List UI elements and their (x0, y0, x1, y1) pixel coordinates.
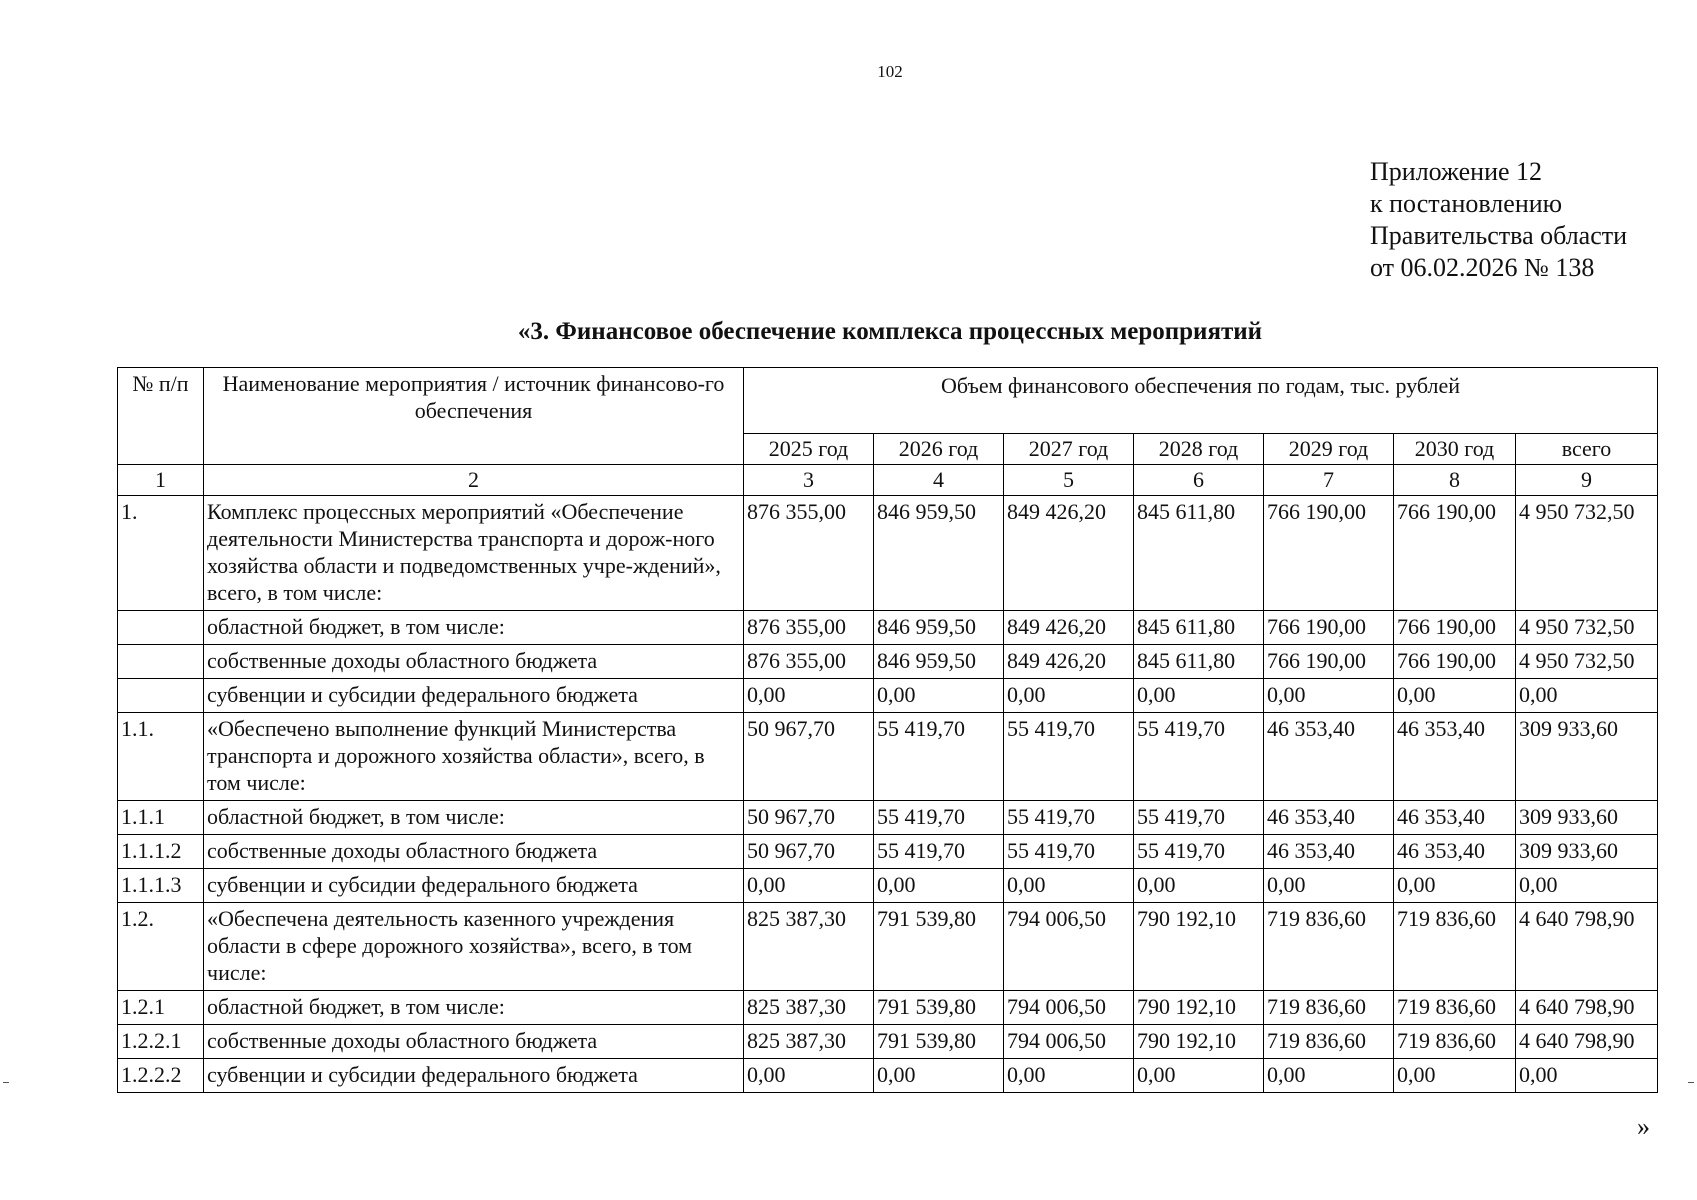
row-number (118, 679, 204, 713)
column-number: 2 (204, 465, 744, 496)
row-year-value: 0,00 (874, 679, 1004, 713)
row-year-value: 0,00 (1394, 679, 1516, 713)
row-total-value: 309 933,60 (1516, 713, 1658, 801)
row-year-value: 46 353,40 (1264, 835, 1394, 869)
row-number (118, 611, 204, 645)
row-year-value: 0,00 (1004, 679, 1134, 713)
row-year-value: 845 611,80 (1134, 611, 1264, 645)
row-name: областной бюджет, в том числе: (204, 801, 744, 835)
row-year-value: 876 355,00 (744, 645, 874, 679)
row-year-value: 55 419,70 (1134, 835, 1264, 869)
row-year-value: 55 419,70 (1134, 801, 1264, 835)
row-year-value: 0,00 (1004, 869, 1134, 903)
row-year-value: 0,00 (874, 869, 1004, 903)
row-year-value: 794 006,50 (1004, 903, 1134, 991)
row-year-value: 50 967,70 (744, 801, 874, 835)
column-number: 5 (1004, 465, 1134, 496)
row-total-value: 4 640 798,90 (1516, 991, 1658, 1025)
row-total-value: 4 640 798,90 (1516, 903, 1658, 991)
row-total-value: 0,00 (1516, 1059, 1658, 1093)
row-name: субвенции и субсидии федерального бюджета (204, 869, 744, 903)
table-row (118, 869, 1658, 903)
row-number: 1.1.1.2 (118, 835, 204, 869)
closing-quote: » (1637, 1112, 1650, 1141)
row-year-value: 876 355,00 (744, 496, 874, 611)
column-number: 7 (1264, 465, 1394, 496)
row-year-value: 55 419,70 (1134, 713, 1264, 801)
table-row (118, 801, 1658, 835)
row-number: 1.1. (118, 713, 204, 801)
row-number: 1.2.1 (118, 991, 204, 1025)
row-year-value: 55 419,70 (874, 801, 1004, 835)
document-title: «3. Финансовое обеспечение комплекса процессных мероприятий (517, 318, 1263, 345)
row-year-value: 55 419,70 (1004, 713, 1134, 801)
table-row (118, 903, 1658, 991)
row-year-value: 849 426,20 (1004, 496, 1134, 611)
row-year-value: 766 190,00 (1394, 496, 1516, 611)
row-year-value: 825 387,30 (744, 903, 874, 991)
header-year: 2027 год (1004, 434, 1134, 465)
header-no: № п/п (118, 368, 204, 465)
row-year-value: 794 006,50 (1004, 991, 1134, 1025)
row-year-value: 0,00 (1134, 869, 1264, 903)
column-number: 8 (1394, 465, 1516, 496)
row-year-value: 790 192,10 (1134, 991, 1264, 1025)
scan-edge-mark (1688, 1082, 1694, 1083)
column-number: 6 (1134, 465, 1264, 496)
row-year-value: 55 419,70 (1004, 801, 1134, 835)
header-year: 2028 год (1134, 434, 1264, 465)
row-total-value: 4 640 798,90 (1516, 1025, 1658, 1059)
row-number: 1.1.1 (118, 801, 204, 835)
row-year-value: 791 539,80 (874, 1025, 1004, 1059)
row-year-value: 46 353,40 (1394, 713, 1516, 801)
row-year-value: 766 190,00 (1264, 645, 1394, 679)
table-row (118, 611, 1658, 645)
row-year-value: 46 353,40 (1394, 835, 1516, 869)
header-year: 2025 год (744, 434, 874, 465)
row-number: 1.1.1.3 (118, 869, 204, 903)
header-year: 2026 год (874, 434, 1004, 465)
page-number: 102 (877, 62, 903, 81)
appendix-line: Правительства области (1370, 221, 1628, 250)
row-name: собственные доходы областного бюджета (204, 645, 744, 679)
row-year-value: 0,00 (874, 1059, 1004, 1093)
column-number: 9 (1516, 465, 1658, 496)
row-year-value: 791 539,80 (874, 991, 1004, 1025)
column-numbers-row (118, 465, 1658, 496)
row-year-value: 50 967,70 (744, 835, 874, 869)
row-year-value: 846 959,50 (874, 611, 1004, 645)
row-year-value: 55 419,70 (874, 835, 1004, 869)
row-name: «Обеспечена деятельность казенного учреждения области в сфере дорожного хозяйства», всего, в том числе: (204, 903, 744, 991)
row-total-value: 4 950 732,50 (1516, 496, 1658, 611)
table-row (118, 1059, 1658, 1093)
row-year-value: 55 419,70 (1004, 835, 1134, 869)
header-total: всего (1516, 434, 1658, 465)
appendix-line: от 06.02.2026 № 138 (1370, 253, 1595, 282)
table-row (118, 645, 1658, 679)
row-year-value: 0,00 (1264, 1059, 1394, 1093)
row-year-value: 846 959,50 (874, 645, 1004, 679)
row-year-value: 0,00 (1264, 869, 1394, 903)
header-row (118, 368, 1658, 434)
row-year-value: 766 190,00 (1394, 645, 1516, 679)
row-year-value: 0,00 (1264, 679, 1394, 713)
header-name: Наименование мероприятия / источник финансово-го обеспечения (204, 368, 744, 465)
row-year-value: 0,00 (744, 679, 874, 713)
table-row (118, 1025, 1658, 1059)
row-total-value: 0,00 (1516, 869, 1658, 903)
column-number: 4 (874, 465, 1004, 496)
row-name: Комплекс процессных мероприятий «Обеспечение деятельности Министерства транспорта и дорож-ного хозяйства области и подведомственных учре-ждений», всего, в том числе: (204, 496, 744, 611)
row-year-value: 766 190,00 (1264, 496, 1394, 611)
row-year-value: 790 192,10 (1134, 903, 1264, 991)
row-total-value: 309 933,60 (1516, 835, 1658, 869)
row-year-value: 876 355,00 (744, 611, 874, 645)
row-year-value: 0,00 (744, 869, 874, 903)
row-year-value: 790 192,10 (1134, 1025, 1264, 1059)
row-number: 1. (118, 496, 204, 611)
row-name: областной бюджет, в том числе: (204, 611, 744, 645)
row-year-value: 50 967,70 (744, 713, 874, 801)
row-year-value: 719 836,60 (1394, 991, 1516, 1025)
row-name: «Обеспечено выполнение функций Министерства транспорта и дорожного хозяйства области», всего, в том числе: (204, 713, 744, 801)
header-year: 2029 год (1264, 434, 1394, 465)
row-name: субвенции и субсидии федерального бюджета (204, 679, 744, 713)
row-year-value: 766 190,00 (1394, 611, 1516, 645)
row-year-value: 0,00 (1394, 1059, 1516, 1093)
row-name: областной бюджет, в том числе: (204, 991, 744, 1025)
row-year-value: 849 426,20 (1004, 645, 1134, 679)
row-total-value: 4 950 732,50 (1516, 611, 1658, 645)
row-year-value: 46 353,40 (1264, 801, 1394, 835)
row-total-value: 0,00 (1516, 679, 1658, 713)
row-number: 1.2.2.1 (118, 1025, 204, 1059)
row-year-value: 825 387,30 (744, 1025, 874, 1059)
appendix-block (1370, 156, 1627, 284)
table-row (118, 835, 1658, 869)
row-number: 1.2.2.2 (118, 1059, 204, 1093)
row-year-value: 849 426,20 (1004, 611, 1134, 645)
row-year-value: 846 959,50 (874, 496, 1004, 611)
row-number (118, 645, 204, 679)
row-year-value: 719 836,60 (1264, 1025, 1394, 1059)
column-number: 1 (118, 465, 204, 496)
row-year-value: 46 353,40 (1394, 801, 1516, 835)
row-number: 1.2. (118, 903, 204, 991)
row-year-value: 791 539,80 (874, 903, 1004, 991)
financing-table (117, 367, 1658, 1093)
row-name: собственные доходы областного бюджета (204, 1025, 744, 1059)
column-number: 3 (744, 465, 874, 496)
row-total-value: 4 950 732,50 (1516, 645, 1658, 679)
row-year-value: 0,00 (744, 1059, 874, 1093)
table-row (118, 679, 1658, 713)
row-year-value: 719 836,60 (1264, 991, 1394, 1025)
row-year-value: 825 387,30 (744, 991, 874, 1025)
row-year-value: 0,00 (1134, 1059, 1264, 1093)
row-year-value: 719 836,60 (1264, 903, 1394, 991)
appendix-line: Приложение 12 (1370, 157, 1543, 186)
table-row (118, 496, 1658, 611)
row-year-value: 845 611,80 (1134, 645, 1264, 679)
row-year-value: 0,00 (1004, 1059, 1134, 1093)
row-name: субвенции и субсидии федерального бюджета (204, 1059, 744, 1093)
row-year-value: 766 190,00 (1264, 611, 1394, 645)
table-row (118, 713, 1658, 801)
row-year-value: 719 836,60 (1394, 1025, 1516, 1059)
row-year-value: 794 006,50 (1004, 1025, 1134, 1059)
header-year: 2030 год (1394, 434, 1516, 465)
scan-edge-mark (3, 1082, 9, 1083)
row-year-value: 46 353,40 (1264, 713, 1394, 801)
header-volume: Объем финансового обеспечения по годам, тыс. рублей (744, 368, 1658, 434)
row-total-value: 309 933,60 (1516, 801, 1658, 835)
table-row (118, 991, 1658, 1025)
row-year-value: 55 419,70 (874, 713, 1004, 801)
row-year-value: 0,00 (1134, 679, 1264, 713)
row-year-value: 719 836,60 (1394, 903, 1516, 991)
appendix-line: к постановлению (1370, 189, 1563, 218)
row-year-value: 0,00 (1394, 869, 1516, 903)
row-year-value: 845 611,80 (1134, 496, 1264, 611)
row-name: собственные доходы областного бюджета (204, 835, 744, 869)
